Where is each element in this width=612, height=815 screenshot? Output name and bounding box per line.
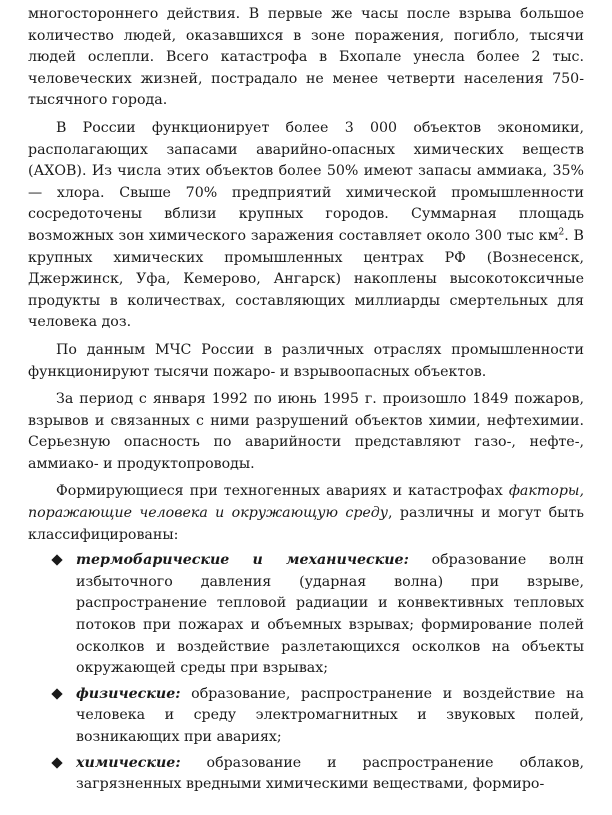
emphasis-text: факторы, поражающие человека и окружающую среду	[28, 483, 584, 522]
diamond-bullet-icon	[51, 555, 62, 566]
paragraph-statistics	[28, 389, 584, 475]
paragraph-text: Формирующиеся при техногенных авариях и катастрофах	[56, 483, 509, 500]
paragraph-russia-chemical	[28, 118, 584, 334]
document-page	[28, 4, 584, 800]
paragraph-text: В России функционирует более 3 000 объектов экономики, располагающих запасами аварийно-опасных химических веществ (АХОВ). Из числа этих объектов более 50% имеют запасы аммиака, 35% — хлора. Свыше 70% предприятий химической промышленности сосредоточены вблизи крупных городов. Суммарная площадь возможных зон химического заражения составляет около 300 тыс км	[28, 119, 584, 244]
superscript: 2	[558, 227, 565, 238]
list-item-term: химические:	[76, 754, 181, 771]
paragraph-text: . В крупных химических промышленных центрах РФ (Вознесенск, Джержинск, Уфа, Кемерово, Ангарск) накоплены высокотоксичные продукты в количествах, составляющих миллиарды смертельных для человека доз.	[28, 227, 584, 331]
paragraph-factors	[28, 481, 584, 546]
factor-list	[28, 550, 584, 796]
paragraph-bhopal	[28, 4, 584, 112]
paragraph-mchs	[28, 340, 584, 383]
list-item	[28, 753, 584, 796]
list-item-text: образование и распространение облаков, загрязненных вредными химическими веществами, формиро-	[76, 754, 584, 793]
list-item	[28, 684, 584, 749]
list-item-term: физические:	[76, 685, 181, 702]
diamond-bullet-icon	[51, 757, 62, 768]
paragraph-text: , различны и могут быть классифицированы:	[28, 505, 584, 543]
list-item-text: образование, распространение и воздействие на человека и среду электромагнитных и звуковых полей, возникающих при авариях;	[76, 685, 584, 745]
list-item-term: термобарические и механические:	[76, 552, 409, 569]
list-item-text: образование волн избыточного давления (ударная волна) при взрыве, распространение тепловой радиации и конвективных тепловых потоков при пожарах и объемных взрывах; формирование полей осколков и воздействие разлетающихся осколков на объекты окружающей среды при взрывах;	[76, 552, 584, 677]
paragraph-text: По данным МЧС России в различных отраслях промышленности функционируют тысячи пожаро- и взрывоопасных объектов.	[28, 341, 584, 380]
list-item	[28, 550, 584, 680]
paragraph-text: многостороннего действия. В первые же часы после взрыва большое количество людей, оказавшихся в зоне поражения, погибло, тысячи людей ослепли. Всего катастрофа в Бхопале унесла более 2 тыс. человеческих жизней, пострадало не менее четверти населения 750-тысячного города.	[28, 6, 584, 109]
paragraph-text: За период с января 1992 по июнь 1995 г. произошло 1849 пожаров, взрывов и связанных с ними разрушений объектов химии, нефтехимии. Серьезную опасность по аварийности представляют газо-, нефте-, аммиако- и продуктопроводы.	[28, 391, 584, 472]
diamond-bullet-icon	[51, 688, 62, 699]
